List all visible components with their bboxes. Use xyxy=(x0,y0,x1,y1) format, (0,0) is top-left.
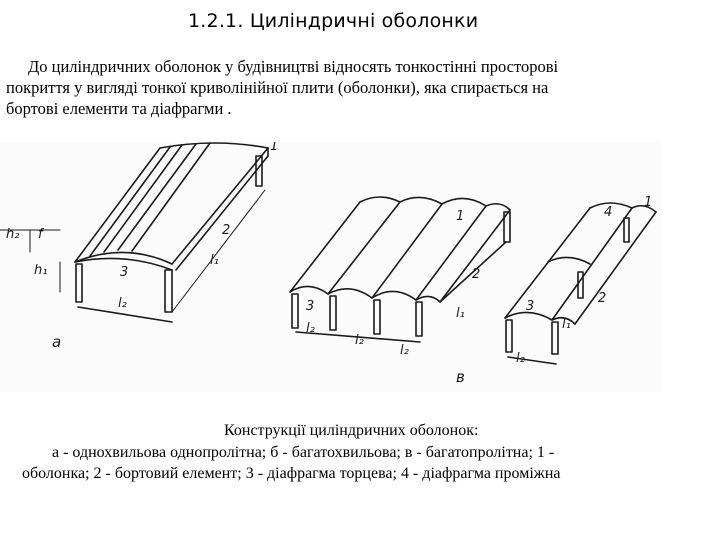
label-l2-c: l₂ xyxy=(516,351,525,366)
intro-paragraph xyxy=(6,56,706,119)
caption-line-1: Конструкції циліндричних оболонок: xyxy=(224,422,479,439)
slide-title: 1.2.1. Циліндричні оболонки xyxy=(188,10,479,32)
label-l1-c: l₁ xyxy=(562,317,571,332)
label-inner-diaphragm-c: 4 xyxy=(604,205,613,220)
label-bort-c: 2 xyxy=(598,291,607,306)
caption-line-3: оболонка; 2 - бортовий елемент; 3 - діафрагма торцева; 4 - діафрагма проміжна xyxy=(22,465,561,482)
label-l2-b1: l₂ xyxy=(306,321,315,336)
label-l2-a: l₂ xyxy=(118,296,127,311)
label-l2-b3: l₂ xyxy=(400,343,409,358)
label-diaphragm-c: 3 xyxy=(526,299,535,314)
label-shell-a: 1 xyxy=(270,142,279,154)
panel-label-a: а xyxy=(52,333,62,351)
intro-line-3: бортові елементи та діафрагми . xyxy=(6,99,232,118)
label-l1-b: l₁ xyxy=(456,306,465,321)
shell-structures-figure xyxy=(0,142,662,392)
label-l2-b2: l₂ xyxy=(355,333,364,348)
panel-label-c: в xyxy=(456,368,465,386)
intro-line-1: До циліндричних оболонок у будівництві відносять тонкостінні просторові xyxy=(28,57,559,76)
label-l1-a: l₁ xyxy=(210,253,219,268)
label-diaphragm-b: 3 xyxy=(306,299,315,314)
label-bort-b: 2 xyxy=(472,267,481,282)
figure-background xyxy=(0,142,662,392)
label-shell-c: 1 xyxy=(644,195,653,210)
label-bort-a: 2 xyxy=(222,223,231,238)
label-shell-b: 1 xyxy=(456,209,465,224)
caption-line-2: а - однохвильова однопролітна; б - багатохвильова; в - багатопролітна; 1 - xyxy=(52,444,555,461)
label-hb: h₂ xyxy=(6,227,20,242)
label-h1: h₁ xyxy=(34,263,48,278)
intro-line-2: покриття у вигляді тонкої криволінійної плити (оболонки), яка спирається на xyxy=(6,78,549,97)
label-diaphragm-a: 3 xyxy=(120,265,129,280)
label-f: f xyxy=(38,227,43,242)
